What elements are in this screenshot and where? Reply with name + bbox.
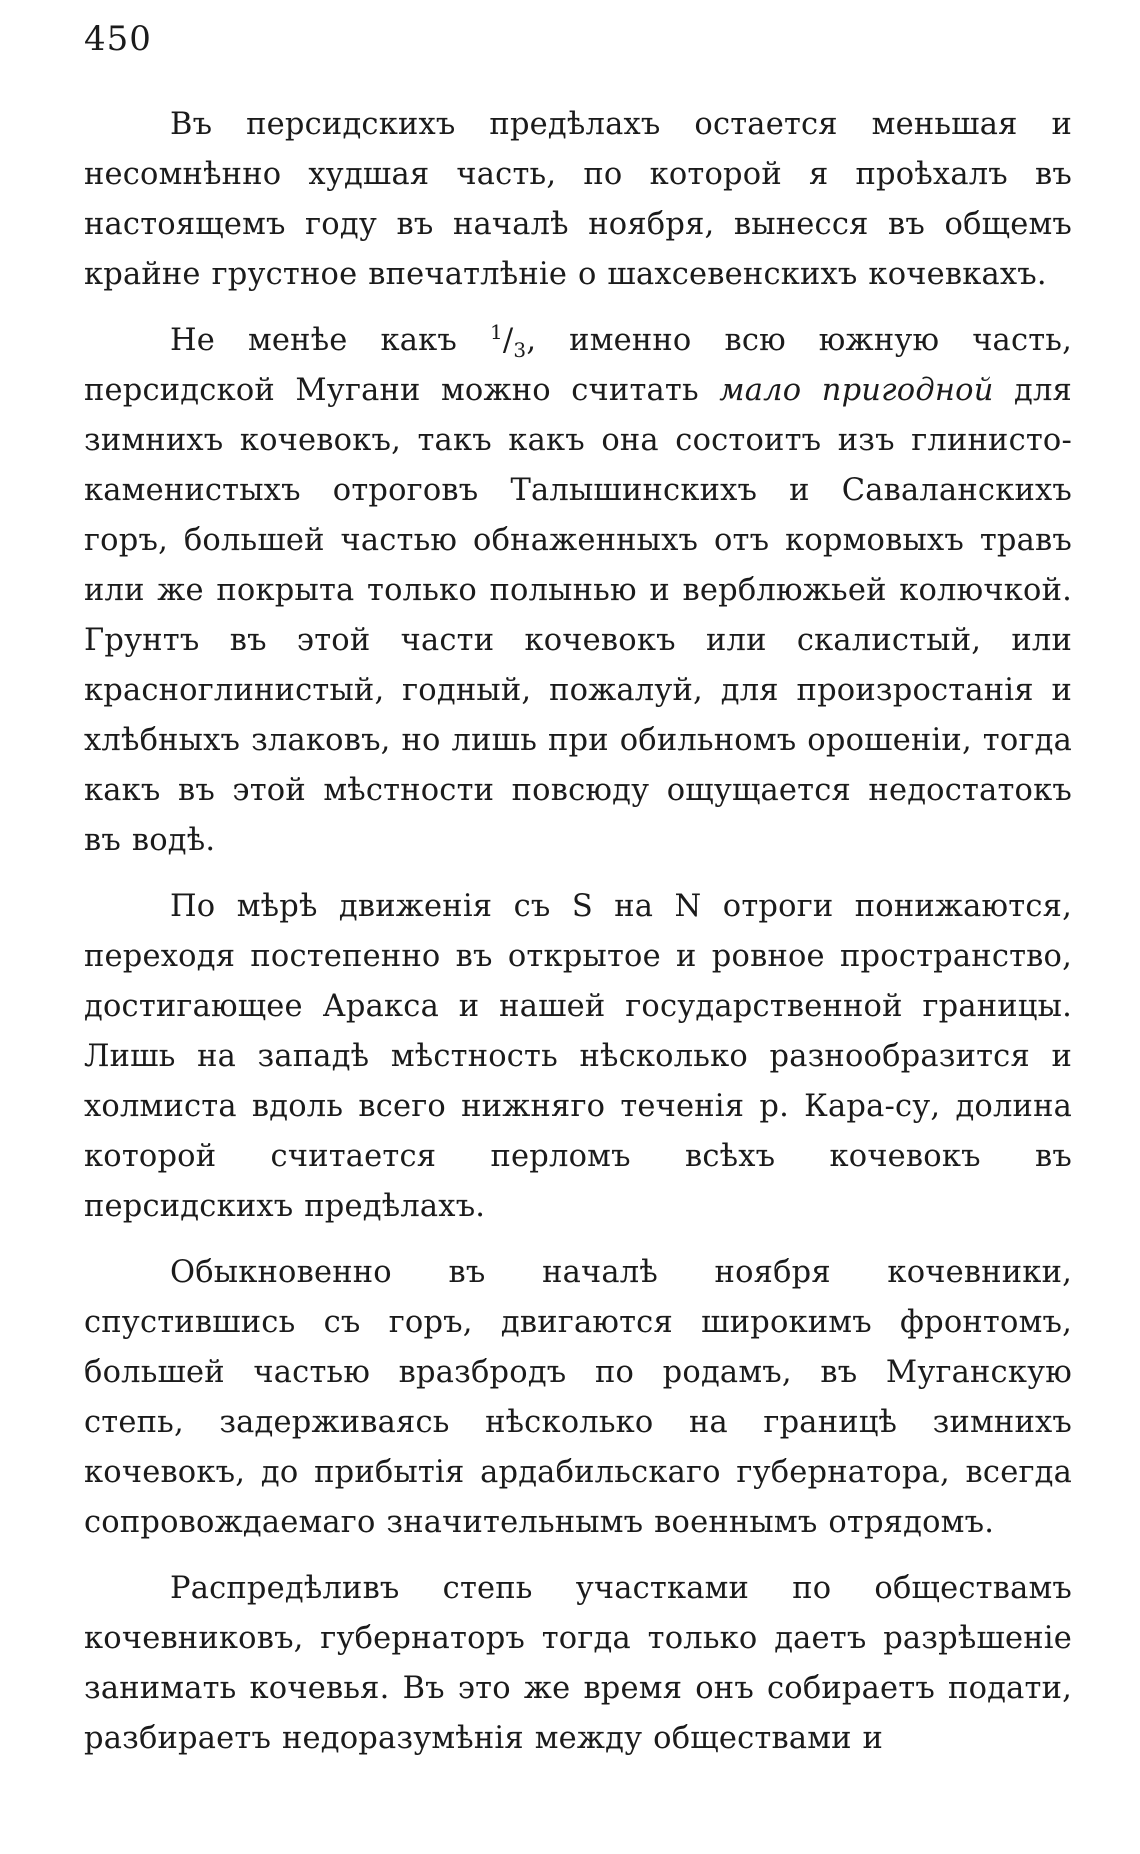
paragraph-1: Въ персидскихъ предѣлахъ остается меньшая и несомнѣнно худшая часть, по которой я проѣхалъ въ настоящемъ году въ началѣ ноября, вынесся въ общемъ крайне грустное впечатлѣніе о шахсевенскихъ кочевкахъ. (84, 107, 1072, 292)
paragraph-3: По мѣрѣ движенія съ S на N отроги понижаются, переходя постепенно въ открытое и ровное пространство, достигающее Аракса и нашей государственной границы. Лишь на западѣ мѣстность нѣсколько разнообразится и холмиста вдоль всего нижняго теченія р. Кара-су, долина которой считается перломъ всѣхъ кочевокъ въ персидскихъ предѣлахъ. (84, 889, 1072, 1224)
paragraph-5: Распредѣливъ степь участками по обществамъ кочевниковъ, губернаторъ тогда только даетъ разрѣшеніе занимать кочевья. Въ это же время онъ собираетъ подати, разбираетъ недоразумѣнія между обществами и (84, 1571, 1072, 1756)
paragraph-2-start: Не менѣе какъ (170, 323, 490, 358)
fraction-denominator: 3 (513, 338, 527, 363)
paragraph-2 (84, 316, 1072, 866)
paragraph-2-middle: , именно всю южную часть, персидской Мугани можно считать (84, 323, 1072, 408)
italic-phrase: мало пригодной (719, 373, 994, 408)
fraction-numerator: 1 (489, 319, 503, 344)
paragraph-2-end: для зимнихъ кочевокъ, такъ какъ она состоитъ изъ глинисто-каменистыхъ отроговъ Талышинскихъ и Саваланскихъ горъ, большей частью обнаженныхъ отъ кормовыхъ травъ или же покрыта только полынью и верблюжьей колючкой. Грунтъ въ этой части кочевокъ или скалистый, или красноглинистый, годный, пожалуй, для произростанія и хлѣбныхъ злаковъ, но лишь при обильномъ орошеніи, тогда какъ въ этой мѣстности повсюду ощущается недостатокъ въ водѣ. (84, 373, 1072, 858)
page-text (84, 100, 1072, 1764)
page-number: 450 (84, 19, 152, 59)
fraction-one-third: $^1/_3$ (489, 319, 527, 363)
paragraph-4: Обыкновенно въ началѣ ноября кочевники, спустившись съ горъ, двигаются широкимъ фронтомъ, большей частью вразбродъ по родамъ, въ Муганскую степь, задерживаясь нѣсколько на границѣ зимнихъ кочевокъ, до прибытія ардабильскаго губернатора, всегда сопровождаемаго значительнымъ военнымъ отрядомъ. (84, 1255, 1072, 1540)
